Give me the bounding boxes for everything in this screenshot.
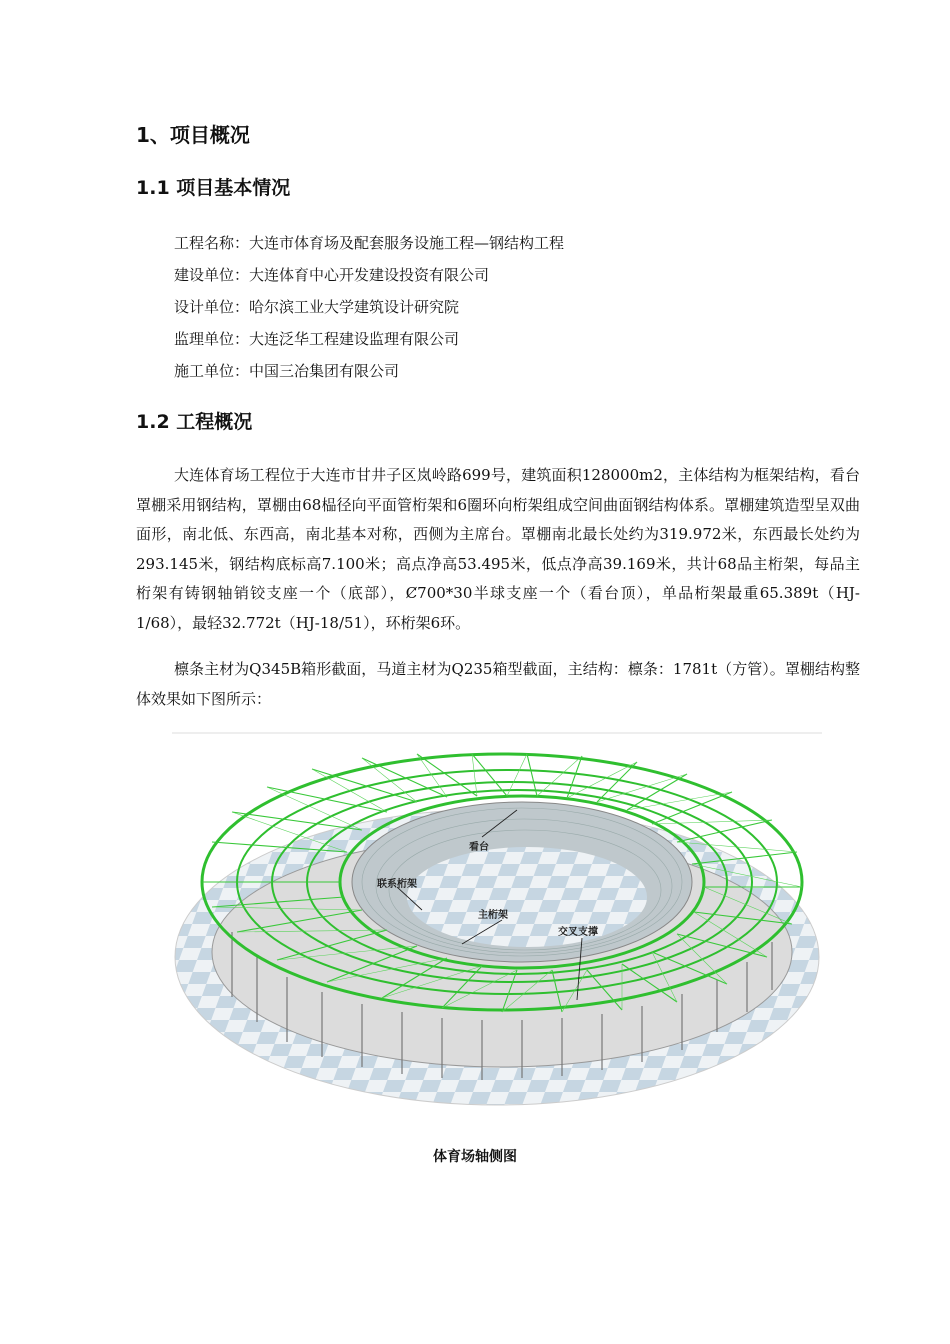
section-title: 1、项目概况: [136, 123, 250, 147]
label-link-truss: 联系桁架: [377, 879, 417, 890]
info-item-supervisor: 监理单位：大连泛华工程建设监理有限公司: [174, 330, 460, 348]
subsection-title-overview: 1.2 工程概况: [136, 411, 253, 433]
info-item-designer: 设计单位：哈尔滨工业大学建筑设计研究院: [174, 298, 460, 316]
overview-paragraph-1: 大连体育场工程位于大连市甘井子区岚岭路699号，建筑面积128000m2，主体结构为框架结构，看台罩棚采用钢结构，罩棚由68榀径向平面管桁架和6圈环向桁架组成空间曲面钢结构体系。罩棚建筑造型呈双曲面形，南北低、东西高，南北基本对称，西侧为主席台。罩棚南北最长处约为319.972米，东西最长处约为293.145米，钢结构底标高7.100米；高点净高53.495米，低点净高39.169米，共计68品主桁架，每品主桁架有铸钢轴销铰支座一个（底部），Ȼ700*30半球支座一个（看台顶），单品桁架最重65.389t（HJ-1/68），最轻32.772t（HJ-18/51），环桁架6环。: [136, 466, 860, 632]
label-cross-brace: 交叉支撑: [558, 927, 598, 938]
overview-paragraph-2: 檩条主材为Q345B箱形截面，马道主材为Q235箱型截面，主结构：檩条：1781t（方管）。罩棚结构整体效果如下图所示：: [136, 660, 860, 708]
stadium-axonometric-figure: [172, 732, 822, 1112]
project-info-list: [174, 232, 564, 392]
info-item-contractor: 施工单位：中国三冶集团有限公司: [174, 362, 400, 380]
figure-caption: 体育场轴侧图: [433, 1149, 517, 1165]
stadium-illustration: [172, 732, 822, 1112]
label-stand: 看台: [469, 842, 489, 853]
info-item-owner: 建设单位：大连体育中心开发建设投资有限公司: [174, 266, 490, 284]
field: [407, 847, 647, 947]
label-main-truss: 主桁架: [478, 910, 508, 921]
info-item-project-name: 工程名称：大连市体育场及配套服务设施工程—钢结构工程: [174, 234, 565, 252]
subsection-title-basic-info: 1.1 项目基本情况: [136, 177, 291, 199]
